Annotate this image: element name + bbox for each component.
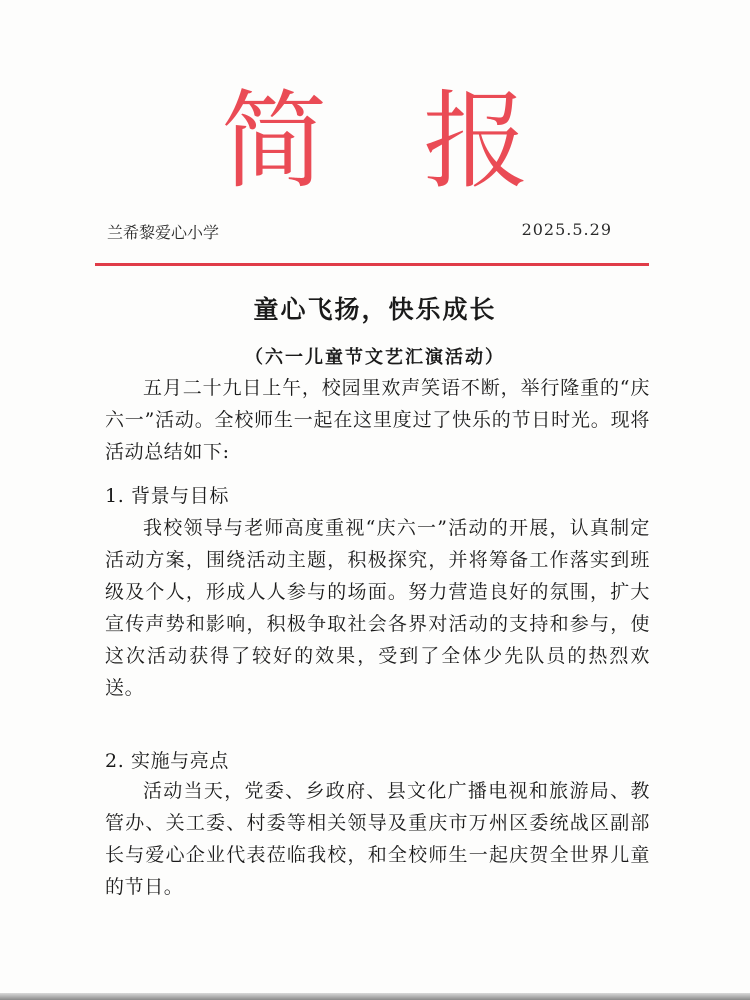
article-subtitle: （六一儿童节文艺汇演活动） [245,347,505,368]
article-title: 童心飞扬，快乐成长 [253,295,497,324]
issue-date: 2025.5.29 [521,220,612,239]
masthead-title: 简报 [221,80,625,203]
scan-edge-shadow [0,993,750,1000]
section-heading-background: 1. 背景与目标 [105,485,229,507]
section-paragraph-background: 我校领导与老师高度重视“庆六一”活动的开展，认真制定活动方案，围绕活动主题，积极探究，并将筹备工作落实到班级及个人，形成人人参与的场面。努力营造良好的氛围，扩大宣传声势和影响，积极争取社会各界对活动的支持和参与，使这次活动获得了较好的效果，受到了全体少先队员的热烈欢送。 [105,517,650,699]
intro-paragraph: 五月二十九日上午，校园里欢声笑语不断，举行隆重的“庆六一”活动。全校师生一起在这里度过了快乐的节日时光。现将活动总结如下: [105,377,650,463]
header-meta [107,220,612,243]
section-heading-implementation: 2. 实施与亮点 [105,750,229,772]
red-divider [95,263,649,266]
school-name: 兰希黎爱心小学 [107,223,220,242]
section-paragraph-implementation: 活动当天，党委、乡政府、县文化广播电视和旅游局、教管办、关工委、村委等相关领导及重庆市万州区委统战区副部长与爱心企业代表莅临我校，和全校师生一起庆贺全世界儿童的节日。 [105,780,650,898]
